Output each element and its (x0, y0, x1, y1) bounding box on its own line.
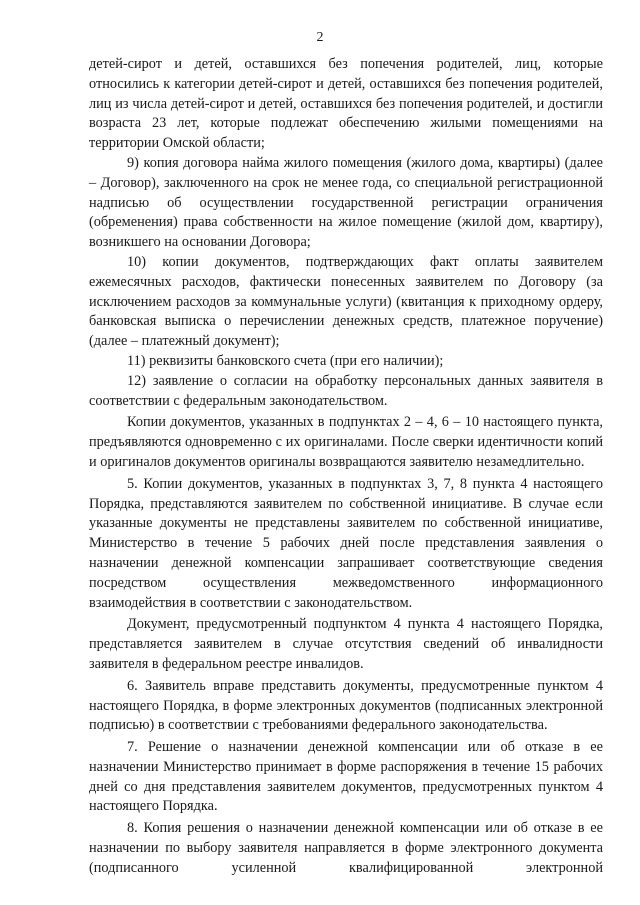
page-number: 2 (316, 30, 324, 45)
paragraph-disability-note: Документ, предусмотренный подпунктом 4 пункта 4 настоящего Порядка, представляется заявителем в случае отсутствия сведений об инвалидности заявителя в федеральном реестре инвалидов. (89, 616, 603, 672)
document-body (89, 55, 603, 879)
paragraph-item-11: 11) реквизиты банковского счета (при его наличии); (127, 352, 444, 369)
paragraph-section-8: 8. Копия решения о назначении денежной компенсации или об отказе в ее назначении по выбору заявителя направляется в форме электронного документа (подписанного усиленной квалифицированной электронной (89, 820, 603, 876)
paragraph-continuation: детей-сирот и детей, оставшихся без попечения родителей, лиц, которые относились к категории детей-сирот и детей, оставшихся без попечения родителей, лиц из числа детей-сирот и детей, оставшихся без попечения родителей, и достигли возраста 23 лет, которые подлежат обеспечению жилыми помещениями на территории Омской области; (89, 56, 603, 152)
paragraph-item-10: 10) копии документов, подтверждающих факт оплаты заявителем ежемесячных расходов, фактически понесенных заявителем по Договору (за исключением расходов за коммунальные услуги) (квитанция к приходному ордеру, банковская выписка о перечислении денежных средств, платежное поручение) (далее – платежный документ); (89, 253, 603, 350)
paragraph-section-6: 6. Заявитель вправе представить документы, предусмотренные пунктом 4 настоящего Порядка, в форме электронных документов (подписанных электронной подписью) в соответствии с требованиями федерального законодательства. (89, 677, 603, 734)
paragraph-item-12: 12) заявление о согласии на обработку персональных данных заявителя в соответствии с федеральным законодательством. (89, 372, 603, 409)
paragraph-section-5: 5. Копии документов, указанных в подпунктах 3, 7, 8 пункта 4 настоящего Порядка, представляются заявителем по собственной инициативе. В случае если указанные документы не представлены заявителем по собственной инициативе, Министерство в течение 5 рабочих дней после представления заявления о назначении денежной компенсации запрашивает соответствующие сведения посредством осуществления межведомственного информационного взаимодействия в соответствии с законодательством. (89, 475, 603, 611)
paragraph-copies-note: Копии документов, указанных в подпунктах 2 – 4, 6 – 10 настоящего пункта, предъявляются одновременно с их оригиналами. После сверки идентичности копий и оригиналов документов оригиналы возвращаются заявителю незамедлительно. (89, 414, 603, 470)
paragraph-item-9: 9) копия договора найма жилого помещения (жилого дома, квартиры) (далее – Договор), заключенного на срок не менее года, со специальной регистрационной надписью об осуществлении государственной регистрации ограничения (обременения) права собственности на жилое помещение (жилой дом, квартиру), возникшего на основании Договора; (89, 154, 603, 251)
paragraph-section-7: 7. Решение о назначении денежной компенсации или об отказе в ее назначении Министерство принимает в форме распоряжения в течение 15 рабочих дней со дня представления заявителем документов, предусмотренных пунктом 4 настоящего Порядка. (89, 739, 603, 815)
